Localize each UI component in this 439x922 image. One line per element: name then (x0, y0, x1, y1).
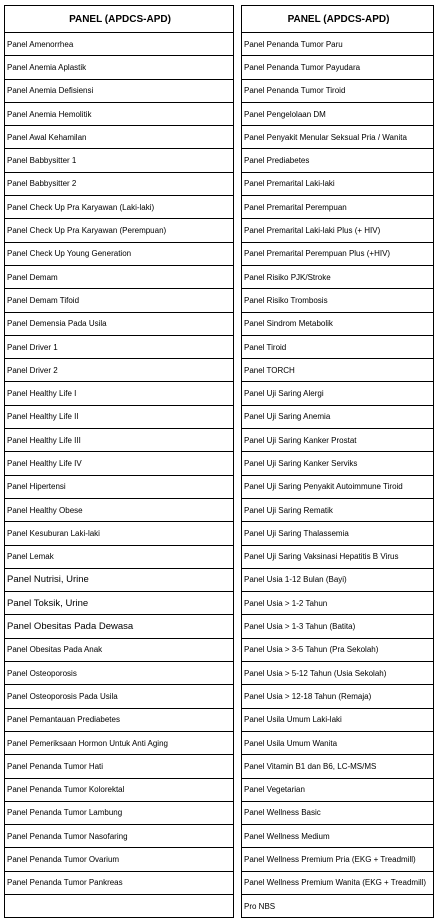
table-row (5, 755, 234, 778)
table-cell: Panel Penanda Tumor Pankreas (5, 871, 234, 894)
table-row (242, 568, 434, 591)
table-row (242, 662, 434, 685)
table-row (5, 731, 234, 754)
table-cell: Panel Hipertensi (5, 475, 234, 498)
table-cell: Panel Pemantauan Prediabetes (5, 708, 234, 731)
table-cell: Panel Uji Saring Kanker Prostat (242, 429, 434, 452)
table-body (242, 33, 434, 918)
table-cell: Panel Check Up Pra Karyawan (Perempuan) (5, 219, 234, 242)
table-row (242, 615, 434, 638)
table-row (5, 685, 234, 708)
table-row (5, 475, 234, 498)
table-cell: Panel Toksik, Urine (5, 592, 234, 615)
table-cell: Panel Amenorrhea (5, 33, 234, 56)
table-body (5, 33, 234, 918)
table-row (242, 312, 434, 335)
table-row (5, 79, 234, 102)
table-cell: Panel Penanda Tumor Payudara (242, 56, 434, 79)
panel-table-right (241, 5, 434, 918)
table-cell: Panel Usia > 1-2 Tahun (242, 592, 434, 615)
table-cell: Panel Penanda Tumor Lambung (5, 801, 234, 824)
table-row (242, 289, 434, 312)
table-cell: Panel Usia 1-12 Bulan (Bayi) (242, 568, 434, 591)
table-row (242, 265, 434, 288)
table-cell: Panel Uji Saring Anemia (242, 405, 434, 428)
table-row (5, 825, 234, 848)
table-row (242, 638, 434, 661)
table-row (5, 452, 234, 475)
table-row (242, 126, 434, 149)
table-cell: Panel Vegetarian (242, 778, 434, 801)
table-cell: Panel Premarital Laki-laki Plus (+ HIV) (242, 219, 434, 242)
table-cell: Panel Healthy Life II (5, 405, 234, 428)
column-header: PANEL (APDCS-APD) (5, 6, 234, 33)
table-cell: Panel Prediabetes (242, 149, 434, 172)
table-row (242, 708, 434, 731)
table-header-row (5, 6, 234, 33)
table-cell: Panel Anemia Defisiensi (5, 79, 234, 102)
table-cell: Panel Usila Umum Wanita (242, 731, 434, 754)
table-cell: Panel Uji Saring Thalassemia (242, 522, 434, 545)
table-cell: Panel Obesitas Pada Anak (5, 638, 234, 661)
table-cell: Panel Lemak (5, 545, 234, 568)
table-cell: Panel Driver 2 (5, 359, 234, 382)
table-cell: Panel Uji Saring Vaksinasi Hepatitis B Virus (242, 545, 434, 568)
table-row (5, 102, 234, 125)
table-row (5, 405, 234, 428)
table-row (5, 708, 234, 731)
table-cell: Pro NBS (242, 894, 434, 917)
table-cell: Panel Awal Kehamilan (5, 126, 234, 149)
table-cell: Panel Vitamin B1 dan B6, LC-MS/MS (242, 755, 434, 778)
table-cell: Panel Tiroid (242, 335, 434, 358)
table-row (242, 801, 434, 824)
table-row (5, 638, 234, 661)
table-row (5, 265, 234, 288)
table-row (242, 452, 434, 475)
table-row (5, 568, 234, 591)
table-cell: Panel Healthy Life IV (5, 452, 234, 475)
table-cell: Panel Usia > 12-18 Tahun (Remaja) (242, 685, 434, 708)
table-row (5, 778, 234, 801)
table-row (5, 56, 234, 79)
table-cell: Panel Uji Saring Alergi (242, 382, 434, 405)
table-row (5, 545, 234, 568)
column-header: PANEL (APDCS-APD) (242, 6, 434, 33)
table-row (5, 172, 234, 195)
table-row (5, 289, 234, 312)
table-row (242, 172, 434, 195)
table-row (5, 335, 234, 358)
table-cell: Panel Babbysitter 2 (5, 172, 234, 195)
table-cell: Panel Wellness Basic (242, 801, 434, 824)
table-row (5, 126, 234, 149)
table-row (5, 312, 234, 335)
table-cell: Panel Usia > 3-5 Tahun (Pra Sekolah) (242, 638, 434, 661)
table-cell: Panel Premarital Perempuan (242, 196, 434, 219)
table-row (242, 149, 434, 172)
table-cell: Panel TORCH (242, 359, 434, 382)
table-row (242, 359, 434, 382)
table-row (5, 801, 234, 824)
table-row (242, 33, 434, 56)
table-row (242, 685, 434, 708)
table-row (242, 475, 434, 498)
table-row (242, 429, 434, 452)
table-cell: Panel Penanda Tumor Ovarium (5, 848, 234, 871)
table-row (5, 359, 234, 382)
table-row (5, 871, 234, 894)
table-cell: Panel Pengelolaan DM (242, 102, 434, 125)
table-cell: Panel Osteoporosis Pada Usila (5, 685, 234, 708)
table-row (5, 848, 234, 871)
table-cell: Panel Demensia Pada Usila (5, 312, 234, 335)
table-cell: Panel Penanda Tumor Tiroid (242, 79, 434, 102)
table-cell: Panel Wellness Medium (242, 825, 434, 848)
table-row (242, 522, 434, 545)
table-cell: Panel Healthy Life III (5, 429, 234, 452)
table-cell: Panel Usia > 1-3 Tahun (Batita) (242, 615, 434, 638)
table-row (5, 429, 234, 452)
table-cell: Panel Wellness Premium Wanita (EKG + Treadmill) (242, 871, 434, 894)
table-row (5, 196, 234, 219)
table-row (242, 848, 434, 871)
table-row (242, 498, 434, 521)
table-row (5, 894, 234, 917)
table-cell: Panel Obesitas Pada Dewasa (5, 615, 234, 638)
table-cell: Panel Babbysitter 1 (5, 149, 234, 172)
table-cell: Panel Usia > 5-12 Tahun (Usia Sekolah) (242, 662, 434, 685)
table-cell: Panel Healthy Obese (5, 498, 234, 521)
table-cell: Panel Penanda Tumor Kolorektal (5, 778, 234, 801)
table-row (242, 219, 434, 242)
table-row (242, 894, 434, 917)
table-cell: Panel Demam (5, 265, 234, 288)
table-row (242, 102, 434, 125)
table-cell: Panel Sindrom Metabolik (242, 312, 434, 335)
table-row (242, 778, 434, 801)
table-row (242, 825, 434, 848)
table-row (242, 731, 434, 754)
table-cell: Panel Premarital Laki-laki (242, 172, 434, 195)
table-cell: Panel Wellness Premium Pria (EKG + Treadmill) (242, 848, 434, 871)
table-row (5, 382, 234, 405)
table-cell: Panel Check Up Pra Karyawan (Laki-laki) (5, 196, 234, 219)
table-header-row (242, 6, 434, 33)
table-cell: Panel Risiko Trombosis (242, 289, 434, 312)
table-row (242, 56, 434, 79)
table-cell: Panel Penyakit Menular Seksual Pria / Wanita (242, 126, 434, 149)
table-cell: Panel Kesuburan Laki-laki (5, 522, 234, 545)
table-cell: Panel Osteoporosis (5, 662, 234, 685)
table-row (242, 871, 434, 894)
table-row (5, 522, 234, 545)
table-row (242, 405, 434, 428)
table-cell: Panel Healthy Life I (5, 382, 234, 405)
table-row (5, 219, 234, 242)
table-cell: Panel Uji Saring Penyakit Autoimmune Tiroid (242, 475, 434, 498)
table-row (242, 79, 434, 102)
table-cell: Panel Uji Saring Rematik (242, 498, 434, 521)
table-cell: Panel Penanda Tumor Nasofaring (5, 825, 234, 848)
table-cell: Panel Demam Tifoid (5, 289, 234, 312)
table-row (5, 662, 234, 685)
table-row (242, 755, 434, 778)
table-cell: Panel Driver 1 (5, 335, 234, 358)
table-row (5, 615, 234, 638)
table-cell (5, 894, 234, 917)
table-row (5, 242, 234, 265)
table-cell: Panel Nutrisi, Urine (5, 568, 234, 591)
table-cell: Panel Usila Umum Laki-laki (242, 708, 434, 731)
table-row (242, 335, 434, 358)
table-cell: Panel Check Up Young Generation (5, 242, 234, 265)
table-cell: Panel Risiko PJK/Stroke (242, 265, 434, 288)
panel-table-left (4, 5, 234, 918)
table-cell: Panel Premarital Perempuan Plus (+HIV) (242, 242, 434, 265)
table-row (242, 382, 434, 405)
table-cell: Panel Uji Saring Kanker Serviks (242, 452, 434, 475)
table-cell: Panel Anemia Hemolitik (5, 102, 234, 125)
table-row (242, 242, 434, 265)
table-cell: Panel Penanda Tumor Hati (5, 755, 234, 778)
table-row (242, 196, 434, 219)
table-row (242, 545, 434, 568)
table-row (5, 498, 234, 521)
table-cell: Panel Pemeriksaan Hormon Untuk Anti Aging (5, 731, 234, 754)
table-row (5, 33, 234, 56)
table-row (5, 592, 234, 615)
table-row (242, 592, 434, 615)
table-row (5, 149, 234, 172)
table-cell: Panel Penanda Tumor Paru (242, 33, 434, 56)
table-cell: Panel Anemia Aplastik (5, 56, 234, 79)
